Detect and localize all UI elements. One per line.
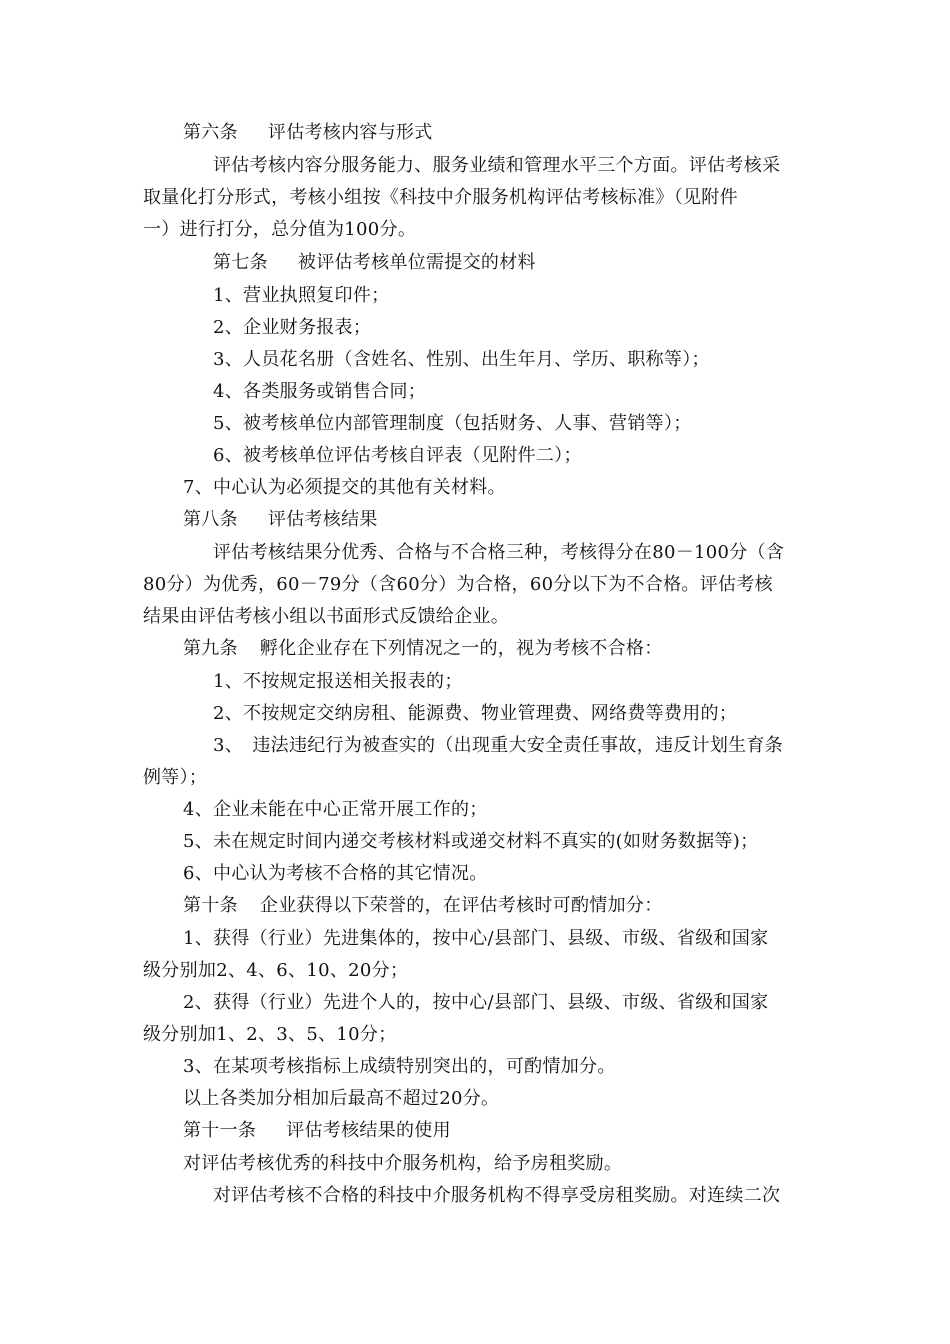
list-item: 1、不按规定报送相关报表的； — [213, 671, 463, 692]
article-6-heading — [183, 121, 433, 145]
paragraph-line: 一）进行打分，总分值为100分。 — [143, 219, 417, 240]
paragraph-line: 级分别加2、4、6、10、20分； — [143, 960, 409, 981]
list-item: 4、企业未能在中心正常开展工作的； — [183, 799, 488, 820]
article-title: 被评估考核单位需提交的材料 — [297, 252, 536, 273]
paragraph-line: 评估考核结果分优秀、合格与不合格三种，考核得分在80－100分（含 — [213, 542, 785, 563]
list-item: 1、营业执照复印件； — [213, 285, 390, 306]
article-8-heading — [183, 508, 378, 532]
paragraph-line: 结果由评估考核小组以书面形式反馈给企业。 — [143, 606, 509, 627]
list-item: 3、人员花名册（含姓名、性别、出生年月、学历、职称等）； — [213, 349, 710, 370]
paragraph-line: 取量化打分形式，考核小组按《科技中介服务机构评估考核标准》（见附件 — [143, 187, 738, 208]
article-title: 评估考核结果的使用 — [286, 1120, 451, 1141]
article-11-heading — [183, 1119, 451, 1143]
list-item: 3、 违法违纪行为被查实的（出现重大安全责任事故，违反计划生育条 — [213, 735, 784, 756]
paragraph-line: 80分）为优秀，60－79分（含60分）为合格，60分以下为不合格。评估考核 — [143, 574, 773, 595]
article-number: 第十一条 — [183, 1120, 257, 1141]
list-item: 6、被考核单位评估考核自评表（见附件二）； — [213, 445, 582, 466]
article-9-heading — [183, 637, 663, 661]
article-title: 评估考核内容与形式 — [267, 122, 433, 143]
article-number: 第九条 — [183, 638, 238, 659]
paragraph-line: 对评估考核优秀的科技中介服务机构，给予房租奖励。 — [183, 1153, 623, 1174]
list-item: 5、被考核单位内部管理制度（包括财务、人事、营销等）； — [213, 413, 692, 434]
list-item: 6、中心认为考核不合格的其它情况。 — [183, 863, 488, 884]
paragraph-line: 2、获得（行业）先进个人的，按中心/县部门、县级、市级、省级和国家 — [183, 992, 769, 1013]
list-item: 7、中心认为必须提交的其他有关材料。 — [183, 477, 506, 498]
article-title: 企业获得以下荣誉的，在评估考核时可酌情加分： — [259, 895, 663, 916]
article-title: 孵化企业存在下列情况之一的，视为考核不合格： — [259, 638, 663, 659]
paragraph-line: 1、获得（行业）先进集体的，按中心/县部门、县级、市级、省级和国家 — [183, 928, 769, 949]
paragraph-line: 以上各类加分相加后最高不超过20分。 — [183, 1088, 500, 1109]
paragraph-line: 级分别加1、2、3、5、10分； — [143, 1024, 397, 1045]
paragraph-line: 对评估考核不合格的科技中介服务机构不得享受房租奖励。对连续二次 — [213, 1185, 781, 1206]
article-title: 评估考核结果 — [267, 509, 378, 530]
article-number: 第七条 — [213, 252, 268, 273]
list-item: 2、企业财务报表； — [213, 317, 372, 338]
list-item: 例等）； — [143, 767, 208, 788]
article-number: 第六条 — [183, 122, 238, 143]
article-number: 第十条 — [183, 895, 238, 916]
article-number: 第八条 — [183, 509, 238, 530]
list-item: 5、未在规定时间内递交考核材料或递交材料不真实的(如财务数据等)； — [183, 831, 759, 852]
paragraph-line: 3、在某项考核指标上成绩特别突出的，可酌情加分。 — [183, 1056, 616, 1077]
article-7-heading — [213, 251, 536, 275]
list-item: 2、不按规定交纳房租、能源费、物业管理费、网络费等费用的； — [213, 703, 738, 724]
paragraph-line: 评估考核内容分服务能力、服务业绩和管理水平三个方面。评估考核采 — [213, 155, 781, 176]
article-10-heading — [183, 894, 663, 918]
list-item: 4、各类服务或销售合同； — [213, 381, 427, 402]
